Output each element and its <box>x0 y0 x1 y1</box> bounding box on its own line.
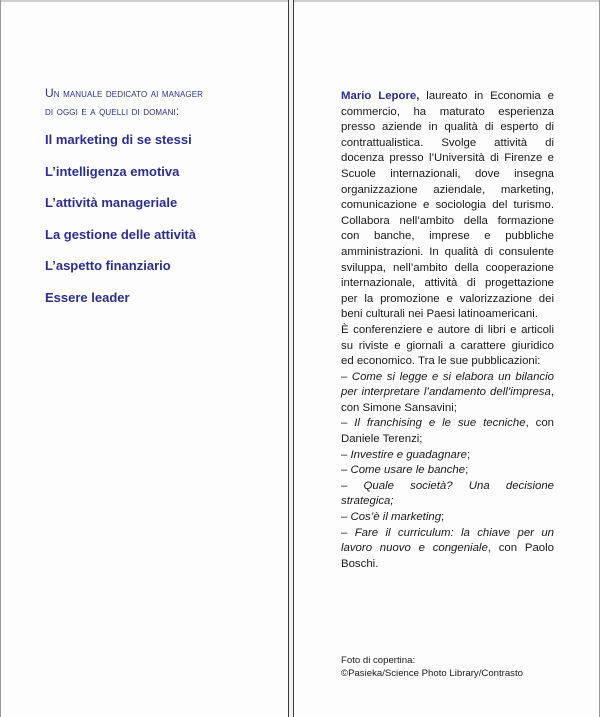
publication-title: Cos’è il marketing <box>350 511 442 524</box>
publication-item: – Fare il curriculum: la chiave per un lavoro nuovo e congeniale, con Paolo Boschi. <box>341 526 554 570</box>
publications-list <box>341 370 554 573</box>
publications-intro: È conferenziere e autore di libri e articoli su riviste e giornali a carattere giuridico ed economico. Tra le sue pubblicazioni: <box>341 323 554 368</box>
topic-marketing: Il marketing di se stessi <box>45 132 192 147</box>
fold-line-right <box>293 0 294 717</box>
publication-item: – Come usare le banche; <box>341 464 469 477</box>
page-top-edge <box>0 0 600 2</box>
publication-item: – Come si legge e si elabora un bilancio per interpretare l’andamento dell’impresa, con Simone Sansavini; <box>341 370 554 414</box>
publication-title: Come si legge e si elabora un bilancio per interpretare l’andamento dell’impresa <box>341 370 554 399</box>
intro-line-1: Un manuale dedicato ai manager <box>45 86 204 100</box>
bio-paragraph <box>341 89 554 323</box>
topic-emotional-intelligence: L’intelligenza emotiva <box>45 163 180 179</box>
publication-item: – Quale società? Una decisione strategica; <box>341 479 555 508</box>
bio-text: laureato in Economia e commercio, ha maturato esperienza presso aziende in qualità di esperto di contrattualistica. Svolge attività di docenza presso l’Università di Firenze e Scuole internazionali, dove insegna organizzazione aziendale, marketing, comunicazione e sociologia del turismo. Collabora nell’ambito della formazione con banche, imprese e pubbliche amministrazioni. In qualità di consulente sviluppa, nell’ambito della cooperazione internazionale, attività di progettazione per la promozione e valorizzazione dei beni culturali nei Paesi latinoamericani. <box>341 90 554 321</box>
photo-credit <box>341 655 571 680</box>
publication-title: Come usare le banche <box>350 464 466 477</box>
intro-heading <box>45 84 275 120</box>
intro-line-2: di oggi e a quelli di domani: <box>45 104 180 118</box>
author-bio <box>341 89 554 572</box>
author-name: Mario Lepore, <box>341 90 420 102</box>
publication-title: Fare il curriculum: la chiave per un lavoro nuovo e congeniale <box>341 526 554 555</box>
page-left-edge <box>0 0 1 717</box>
topic-being-leader: Essere leader <box>45 289 130 305</box>
publication-title: Investire e guadagnare <box>350 448 468 461</box>
topic-managerial-activity: L’attività manageriale <box>45 195 178 211</box>
topics-list <box>45 131 275 321</box>
topic-financial-aspect: L’aspetto finanziario <box>45 258 171 274</box>
photo-credit-source: ©Pasieka/Science Photo Library/Contrasto <box>341 667 523 679</box>
publication-item: – Cos’è il marketing; <box>341 511 445 524</box>
photo-credit-label: Foto di copertina: <box>341 655 416 666</box>
publication-item: – Investire e guadagnare; <box>341 448 471 461</box>
topic-activity-management: La gestione delle attività <box>45 226 196 242</box>
publication-title: Quale società? Una decisione strategica; <box>341 479 555 508</box>
publication-title: Il franchising e le sue tecniche <box>354 417 526 430</box>
fold-line-left <box>288 0 289 717</box>
publication-item: – Il franchising e le sue tecniche, con Daniele Terenzi; <box>341 417 554 446</box>
